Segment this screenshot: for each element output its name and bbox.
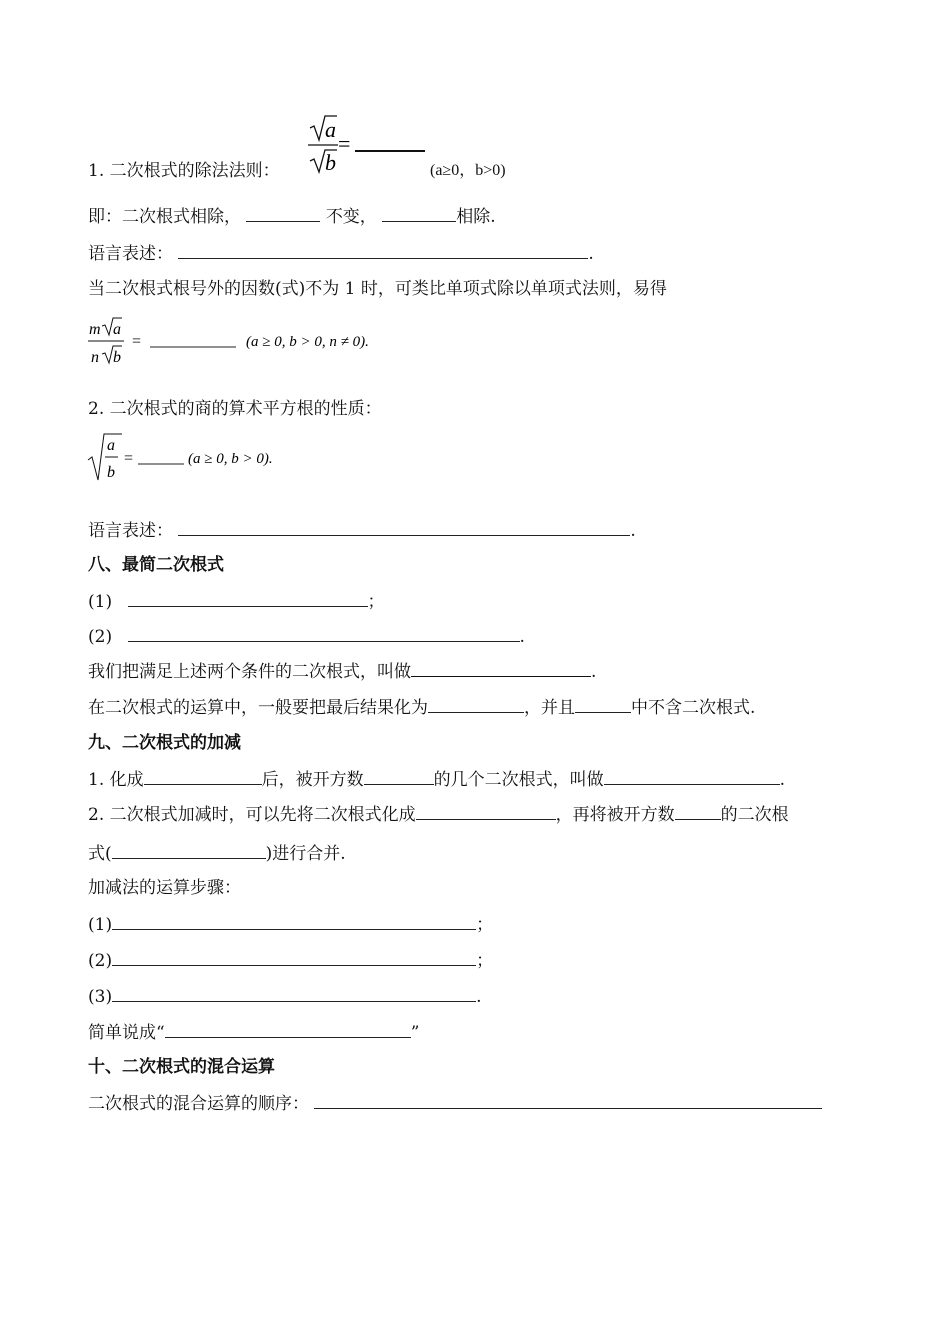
step-end: ； — [476, 915, 494, 935]
rule1-sym-b: b — [325, 150, 336, 175]
coef-n: n — [91, 349, 99, 366]
def-text: 我们把满足上述两个条件的二次根式，叫做 — [88, 662, 411, 682]
ji-text-2: 不变， — [325, 207, 377, 227]
section-8-title: 八、最简二次根式 — [88, 555, 224, 575]
rule1-label: 1. 二次根式的除法法则： — [88, 161, 280, 181]
step-2 — [88, 949, 493, 972]
coef-m: m — [89, 321, 101, 338]
sec8-definition — [88, 660, 596, 683]
def-end: . — [591, 662, 597, 682]
steps-title: 加减法的运算步骤： — [88, 878, 241, 898]
short-text-a: 简单说成“ — [88, 1023, 165, 1043]
sec8-blank-2[interactable] — [128, 625, 520, 642]
order-blank[interactable] — [314, 1092, 822, 1109]
p2-blank-1[interactable] — [416, 803, 556, 820]
rule2-label: 2. 二次根式的商的算术平方根的性质： — [88, 399, 382, 419]
step-blank-2[interactable] — [112, 949, 476, 966]
section-10-title: 十、二次根式的混合运算 — [88, 1057, 275, 1077]
short-form — [88, 1021, 419, 1044]
rule2-b: b — [107, 464, 115, 481]
p2-text-d: 式( — [88, 844, 112, 864]
lang1-label: 语言表述： — [88, 244, 173, 264]
p2-blank-3[interactable] — [112, 842, 266, 859]
rule1-eq: = — [338, 131, 351, 156]
item-number: (1) — [88, 592, 113, 612]
sec8-item-2 — [88, 625, 525, 648]
rule2-condition: (a ≥ 0, b > 0). — [188, 451, 273, 467]
language-statement-2 — [88, 519, 636, 542]
sec8-item-1 — [88, 590, 385, 613]
sec9-p2-line1 — [88, 803, 789, 826]
short-text-b: ” — [410, 1023, 420, 1043]
calc-text-3: 中不含二次根式. — [631, 698, 756, 718]
step-number: (3) — [88, 987, 113, 1007]
ji-text-1: 即：二次根式相除， — [88, 207, 241, 227]
lang1-blank[interactable] — [178, 242, 588, 259]
sec9-p2-line2 — [88, 842, 346, 865]
step-number: (1) — [88, 915, 113, 935]
coefficient-text: 当二次根式根号外的因数(式)不为 1 时，可类比单项式除以单项式法则，易得 — [88, 279, 667, 299]
sec9-p1 — [88, 768, 785, 791]
lang2-blank[interactable] — [178, 519, 630, 536]
step-end: ； — [476, 951, 494, 971]
p2-text-b: ，再将被开方数 — [555, 805, 675, 825]
calc-blank-2[interactable] — [575, 696, 631, 713]
order-label: 二次根式的混合运算的顺序： — [88, 1094, 309, 1114]
step-blank-1[interactable] — [112, 913, 476, 930]
p2-text-e: )进行合并. — [265, 844, 346, 864]
ji-line — [88, 205, 496, 228]
coef-formula — [86, 314, 426, 370]
step-blank-3[interactable] — [112, 985, 476, 1002]
p1-blank-1[interactable] — [144, 768, 262, 785]
step-3 — [88, 985, 482, 1008]
rule1-sym-a: a — [325, 117, 336, 142]
p1-blank-2[interactable] — [364, 768, 434, 785]
item-number: (2) — [88, 627, 113, 647]
rule1-condition: (a≥0，b>0) — [430, 162, 506, 179]
rule1-formula — [304, 112, 434, 178]
rule2-formula — [86, 430, 346, 486]
p2-text-a: 2. 二次根式加减时，可以先将二次根式化成 — [88, 805, 416, 825]
calc-text-2: ，并且 — [524, 698, 575, 718]
item-end: ； — [367, 592, 385, 612]
ji-text-3: 相除. — [456, 207, 496, 227]
sec8-calc — [88, 696, 755, 719]
item-end: . — [519, 627, 525, 647]
step-end: . — [476, 987, 482, 1007]
sec8-blank-1[interactable] — [128, 590, 368, 607]
language-statement-1 — [88, 242, 594, 265]
coef-a: a — [113, 321, 121, 338]
rule2-eq: = — [124, 450, 134, 467]
coef-b: b — [113, 349, 121, 366]
ji-blank-1[interactable] — [246, 205, 320, 222]
def-blank[interactable] — [411, 660, 591, 677]
section-9-title: 九、二次根式的加减 — [88, 733, 241, 753]
p1-text-c: 的几个二次根式，叫做 — [433, 770, 604, 790]
lang1-end: . — [588, 244, 594, 264]
step-number: (2) — [88, 951, 113, 971]
step-1 — [88, 913, 493, 936]
p1-text-a: 1. 化成 — [88, 770, 144, 790]
p1-blank-3[interactable] — [604, 768, 780, 785]
short-blank[interactable] — [165, 1021, 411, 1038]
calc-blank-1[interactable] — [428, 696, 524, 713]
lang2-end: . — [630, 521, 636, 541]
p1-text-b: 后，被开方数 — [261, 770, 364, 790]
mixed-order — [88, 1092, 822, 1115]
p2-blank-2[interactable] — [675, 803, 721, 820]
coef-condition: (a ≥ 0, b > 0, n ≠ 0). — [246, 334, 369, 350]
ji-blank-2[interactable] — [382, 205, 456, 222]
calc-text-1: 在二次根式的运算中，一般要把最后结果化为 — [88, 698, 428, 718]
p1-end: . — [779, 770, 786, 790]
p2-text-c: 的二次根 — [720, 805, 789, 825]
rule2-a: a — [107, 437, 115, 454]
coef-eq: = — [132, 333, 142, 350]
lang2-label: 语言表述： — [88, 521, 173, 541]
